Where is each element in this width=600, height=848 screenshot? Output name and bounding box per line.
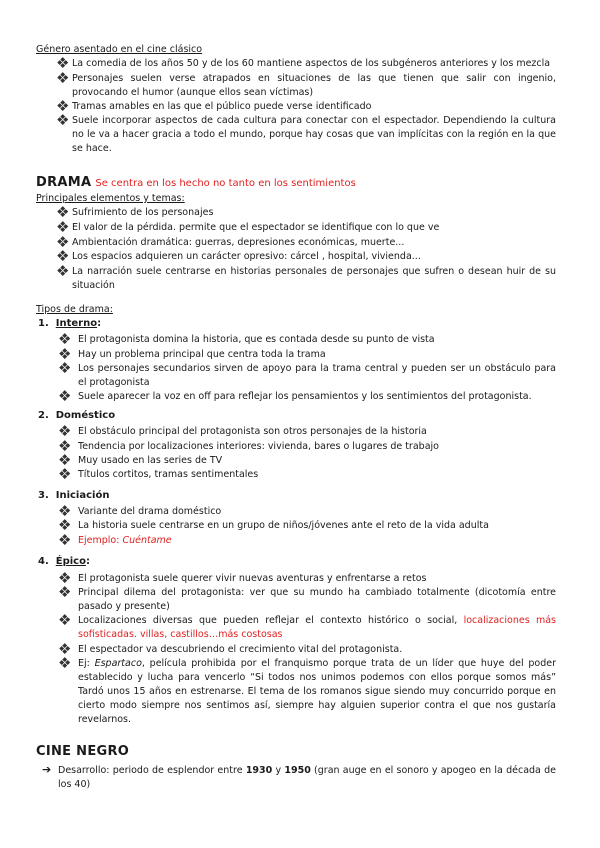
drama-heading: [36, 175, 356, 190]
list-item: La narración suele centrarse en historias personales de personajes que sufren o desean huir de su situación: [72, 266, 556, 291]
bullet-icon: ❖: [58, 387, 72, 405]
type-heading-iniciacion: [38, 490, 109, 501]
cine-negro-title: CINE NEGRO: [36, 744, 130, 759]
type-title: Interno: [55, 318, 98, 329]
bullet-icon: ❖: [58, 516, 72, 534]
list-item: Personajes suelen verse atrapados en situaciones de las que tienen que salir con ingenio, provocando el humor (aunque ellos sean víctimas): [72, 73, 556, 98]
bullet-icon: ❖: [56, 54, 70, 72]
year-start: 1930: [245, 765, 273, 776]
list-item: El valor de la pérdida. permite que el espectador se identifique con lo que ve: [72, 222, 440, 233]
bullet-icon: ❖: [58, 465, 72, 483]
type-number: 4.: [38, 556, 49, 567]
drama-title: DRAMA: [36, 175, 92, 190]
ej-title: Espartaco: [94, 658, 142, 669]
list-item: Tramas amables en las que el público puede verse identificado: [72, 101, 372, 112]
bullet-icon: ❖: [56, 218, 70, 236]
type-heading-interno: [38, 318, 101, 329]
elements-heading: Principales elementos y temas:: [36, 193, 185, 204]
list-item: El protagonista domina la historia, que es contada desde su punto de vista: [78, 334, 435, 345]
list-item: Sufrimiento de los personajes: [72, 207, 214, 218]
list-item: Los espacios adquieren un carácter opresivo: cárcel , hospital, vivienda...: [72, 251, 421, 262]
list-item: Principal dilema del protagonista: ver que su mundo ha cambiado totalmente (dicotomía entre pasado y presente): [78, 587, 556, 612]
bullet-icon: ❖: [58, 502, 72, 520]
list-item: Suele aparecer la voz en off para reflejar los pensamientos y los sentimientos del protagonista.: [78, 391, 532, 402]
bullet-icon: ❖: [58, 531, 72, 549]
bullet-icon: ❖: [56, 97, 70, 115]
list-item: El obstáculo principal del protagonista son otros personajes de la historia: [78, 426, 427, 437]
ej-prefix: Ej:: [78, 658, 95, 669]
example-label: Ejemplo:: [78, 535, 123, 546]
types-heading: Tipos de drama:: [36, 304, 113, 315]
list-item: [78, 657, 556, 727]
type-suffix: :: [97, 318, 102, 329]
bullet-icon: ❖: [58, 583, 72, 601]
bullet-icon: ❖: [58, 437, 72, 455]
arrow-right-icon: ➔: [42, 763, 52, 776]
type-number: 1.: [38, 318, 49, 329]
list-item: Tendencia por localizaciones interiores: vivienda, bares o lugares de trabajo: [78, 441, 439, 452]
bullet-icon: ❖: [56, 262, 70, 280]
bullet-icon: ❖: [58, 330, 72, 348]
type-number: 2.: [38, 410, 49, 421]
list-item: La comedia de los años 50 y de los 60 mantiene aspectos de los subgéneros anteriores y los mezcla: [72, 58, 551, 69]
list-item: Títulos cortitos, tramas sentimentales: [78, 469, 259, 480]
bullet-icon: ❖: [56, 69, 70, 87]
list-item: Muy usado en las series de TV: [78, 455, 223, 466]
localizaciones-text: Localizaciones diversas que pueden reflejar el contexto histórico o social,: [78, 615, 464, 626]
type-title: Iniciación: [55, 490, 110, 501]
bullet-icon: ❖: [58, 359, 72, 377]
year-end: 1950: [284, 765, 311, 776]
desarrollo-tail: (gran auge en el sonoro y apogeo en la década de los 40): [58, 765, 556, 790]
bullet-icon: ❖: [58, 569, 72, 587]
section-heading-genero: Género asentado en el cine clásico: [36, 44, 203, 55]
bullet-icon: ❖: [56, 247, 70, 265]
list-item: Ambientación dramática: guerras, depresiones económicas, muerte...: [72, 237, 405, 248]
list-item: Variante del drama doméstico: [78, 506, 222, 517]
bullet-icon: ❖: [58, 640, 72, 658]
list-item: [58, 764, 556, 792]
bullet-icon: ❖: [56, 203, 70, 221]
example-item: [78, 534, 556, 548]
bullet-icon: ❖: [58, 422, 72, 440]
list-item: El protagonista suele querer vivir nuevas aventuras y enfrentarse a retos: [78, 573, 427, 584]
drama-subtitle: Se centra en los hecho no tanto en los sentimientos: [95, 178, 356, 189]
type-title: Doméstico: [55, 410, 116, 421]
localizaciones-highlight: localizaciones más sofisticadas. villas, castillos…más costosas: [78, 615, 556, 640]
joiner-text: y: [272, 765, 285, 776]
list-item: Suele incorporar aspectos de cada cultura para conectar con el espectador. Dependiendo la cultura no le va a hacer gracia a todo el mundo, porque hay cosas que van implícitas con la región en la que se hace.: [72, 115, 556, 154]
ej-text: , película prohibida por el franquismo porque trata de un líder que huye del poder establecido y lucha para vencerlo “Si todos nos unimos podemos con ellos porque somos más” Tardó unos 15 años en estrenarse. El tema de los romanos sigue siendo muy concurrido porque en cierto modo siempre nos sentimos así, siempre hay alguien superior contra el que nos gustaría revelarnos.: [78, 658, 556, 725]
type-title: Épico: [55, 556, 86, 567]
desarrollo-text: Desarrollo: periodo de esplendor entre: [58, 765, 246, 776]
example-title: Cuéntame: [122, 535, 172, 546]
bullet-icon: ❖: [58, 345, 72, 363]
bullet-icon: ❖: [56, 111, 70, 129]
type-heading-epico: [38, 556, 90, 567]
bullet-icon: ❖: [58, 451, 72, 469]
list-item: Los personajes secundarios sirven de apoyo para la trama central y pueden ser un obstáculo para el protagonista: [78, 363, 556, 388]
list-item: Hay un problema principal que centra toda la trama: [78, 349, 326, 360]
bullet-icon: ❖: [58, 654, 72, 672]
type-suffix: :: [85, 556, 90, 567]
list-item: [78, 614, 556, 642]
type-heading-domestico: [38, 410, 115, 421]
bullet-icon: ❖: [58, 611, 72, 629]
type-number: 3.: [38, 490, 49, 501]
list-item: El espectador va descubriendo el crecimiento vital del protagonista.: [78, 644, 403, 655]
list-item: La historia suele centrarse en un grupo de niños/jóvenes ante el reto de la vida adulta: [78, 520, 489, 531]
bullet-icon: ❖: [56, 233, 70, 251]
